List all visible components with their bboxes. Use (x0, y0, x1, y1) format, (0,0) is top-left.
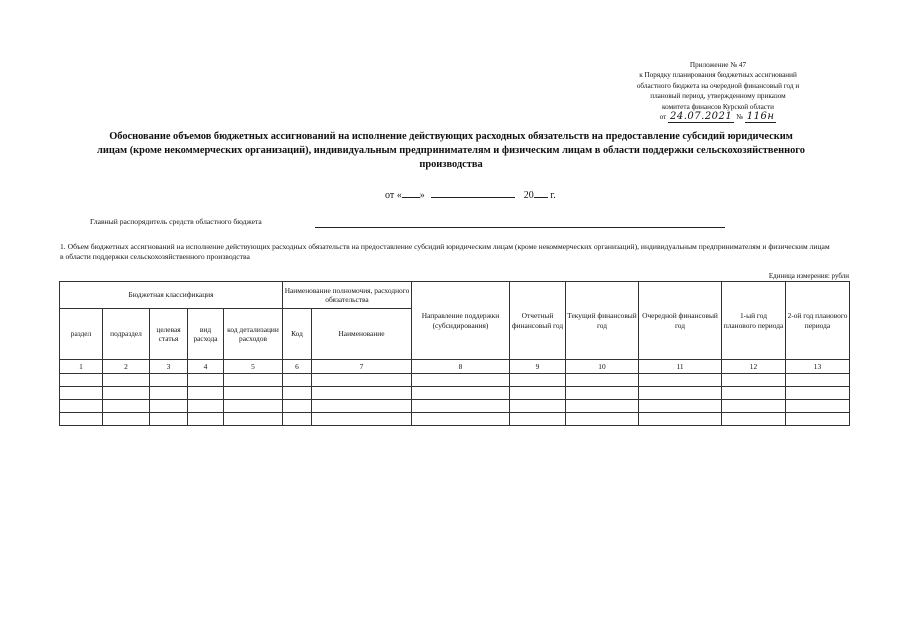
year-blank (534, 188, 548, 198)
appendix-number: Приложение № 47 (689, 61, 747, 69)
date-line (385, 188, 556, 201)
col-number: 9 (510, 360, 566, 374)
header-detail-code: код детализации расходов (224, 309, 283, 360)
appendix-ref-line: комитета финансов Курской области (662, 102, 774, 111)
col-number: 13 (786, 360, 850, 374)
col-number: 11 (639, 360, 722, 374)
date-open-quote: « (396, 190, 402, 201)
header-plan-year-1: 1-ый год планового периода (722, 282, 786, 360)
col-number: 8 (412, 360, 510, 374)
appendix-ref-line: областного бюджета на очередной финансовый год и (636, 81, 800, 90)
header-budget-classification: Бюджетная классификация (60, 282, 283, 309)
order-date: 24.07.2021 (670, 111, 733, 123)
header-report-year: Отчетный финансовый год (510, 282, 566, 360)
col-number: 5 (224, 360, 283, 374)
year-prefix: 20 (523, 190, 534, 201)
col-number: 4 (188, 360, 224, 374)
section-1-heading: 1. Объем бюджетных ассигнований на исполнение действующих расходных обязательств на предоставление субсидий юридическим лицам (кроме некоммерческих организаций), индивидуальным предпринимателям и физическим лицам в области поддержки сельскохозяйственного производства (60, 242, 830, 262)
order-no-label: № (736, 113, 743, 122)
budget-table (59, 281, 850, 426)
table-row (60, 413, 850, 426)
header-section: раздел (60, 309, 103, 360)
chief-manager-blank (315, 227, 725, 228)
header-authority: Наименование полномочия, расходного обязательства (283, 282, 412, 309)
col-number: 3 (150, 360, 188, 374)
chief-manager-label: Главный распорядитель средств областного бюджета (90, 217, 262, 226)
col-number: 1 (60, 360, 103, 374)
header-support-direction: Направление поддержки (субсидирования) (412, 282, 510, 360)
order-number: 116н (746, 111, 775, 123)
table-row (60, 374, 850, 387)
col-number: 12 (722, 360, 786, 374)
table-row (60, 387, 850, 400)
unit-label: Единица измерения: рубли (768, 272, 849, 280)
col-number: 2 (103, 360, 150, 374)
order-prefix: от (659, 113, 667, 122)
header-subsection: подраздел (103, 309, 150, 360)
month-blank (431, 188, 515, 198)
date-from: от (385, 190, 395, 201)
col-number: 7 (312, 360, 412, 374)
col-number: 6 (283, 360, 312, 374)
appendix-block (603, 60, 833, 122)
header-code: Код (283, 309, 312, 360)
header-name: Наименование (312, 309, 412, 360)
document-title: Обоснование объемов бюджетных ассигнований на исполнение действующих расходных обязательств на предоставление субсидий юридическим лицам (кроме некоммерческих организаций), индивидуальным предпринимателям и физическим лицам в области поддержки сельскохозяйственного производства (97, 131, 805, 170)
appendix-ref-line: к Порядку планирования бюджетных ассигнований (639, 71, 797, 80)
year-suffix: г. (550, 190, 556, 201)
table-row (60, 400, 850, 413)
header-expense-type: вид расхода (188, 309, 224, 360)
date-close-quote: » (419, 190, 425, 201)
appendix-ref-line: плановый период, утвержденному приказом (650, 92, 786, 101)
header-target-item: целевая статья (150, 309, 188, 360)
col-number: 10 (566, 360, 639, 374)
header-current-year: Текущий финансовый год (566, 282, 639, 360)
header-plan-year-2: 2-ой год планового периода (786, 282, 850, 360)
day-blank (402, 188, 420, 198)
appendix-order (660, 112, 777, 122)
header-next-year: Очередной финансовый год (639, 282, 722, 360)
